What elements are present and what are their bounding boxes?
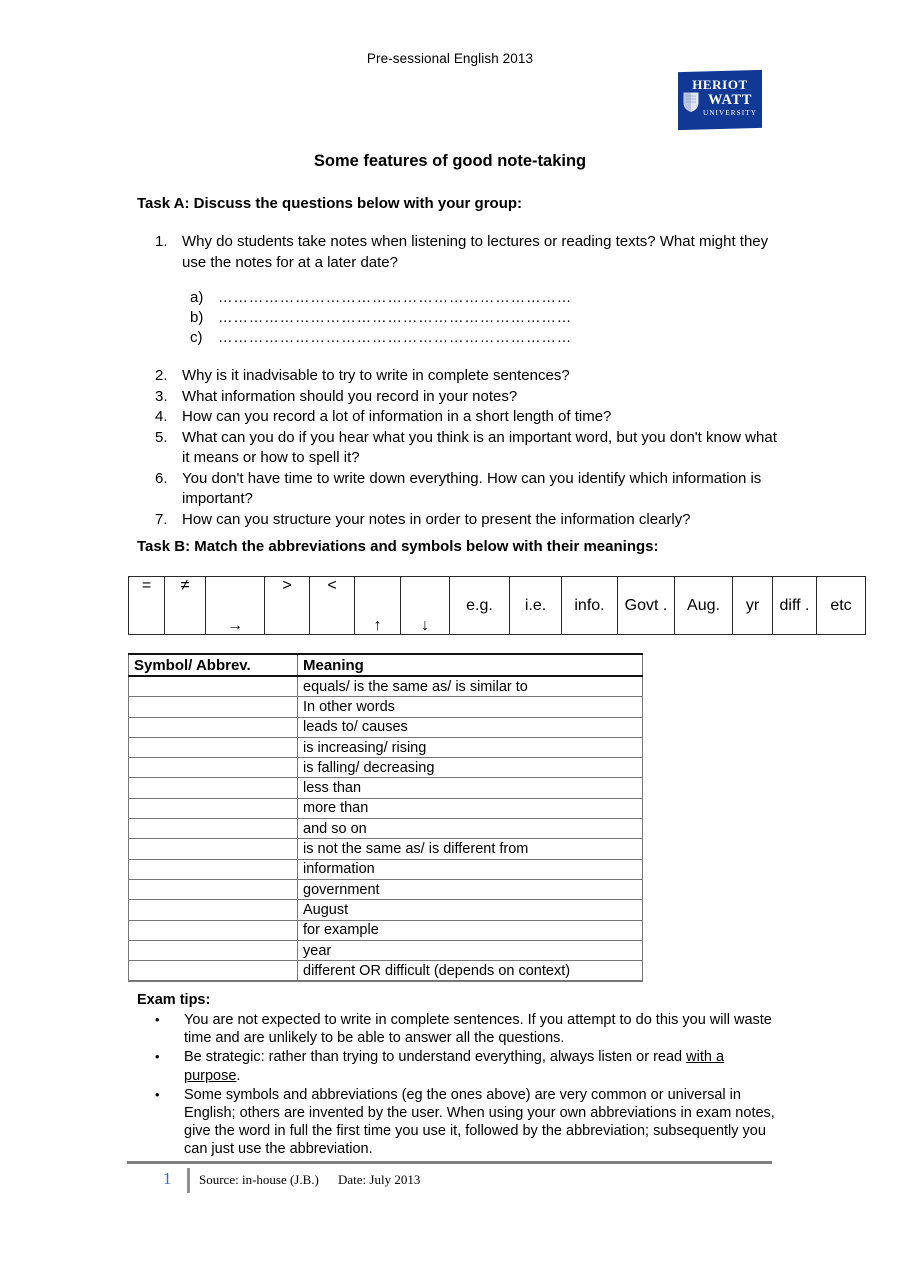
symbol-cell: yr [733,577,773,635]
question-row [155,387,780,408]
table-row [129,697,643,717]
table-row [129,778,643,798]
list-item [155,1086,780,1159]
table-row [129,758,643,778]
question-row [155,366,780,387]
question-number: 7. [155,510,168,528]
question-row [155,469,780,510]
table-row [129,798,643,818]
crest-shield-icon [683,92,699,112]
question-number: 1. [155,233,168,250]
footer-source-text: Source: in-house (J.B.) [199,1172,319,1187]
symbol-answer-cell[interactable] [129,900,298,920]
question-text: How can you structure your notes in order to present the information clearly? [182,510,691,528]
exam-tip-text [184,1011,780,1047]
heriot-watt-logo [678,70,762,130]
footer-vertical-bar [187,1168,190,1193]
question-row [155,428,780,469]
bullet-icon: • [155,1012,160,1027]
logo-line-watt: WATT [707,92,753,108]
tip-text-plain: Some symbols and abbreviations (eg the ones above) are very common or universal in English; others are invented by the user. When using your own abbreviations in exam notes, give the word in full the first time you use it, followed by the abbreviation; subsequently you can just use the abbreviation. [184,1086,775,1158]
meaning-cell: less than [298,778,643,798]
exam-tip-text [184,1048,780,1084]
meaning-cell: government [298,879,643,899]
question-text: What can you do if you hear what you think is an important word, but you don't know what it means or how to spell it? [182,428,777,466]
question-number: 6. [155,469,168,487]
question-text: Why do students take notes when listening to lectures or reading texts? What might they use the notes for at a later date? [182,233,769,271]
symbols-row [129,577,866,635]
meaning-cell: for example [298,920,643,940]
symbol-answer-cell[interactable] [129,737,298,757]
table-row [129,900,643,920]
table-row [129,737,643,757]
task-a-question-list-rest [155,366,780,530]
exam-tips-heading: Exam tips: [137,992,211,1008]
question-row [155,407,780,428]
table-row [129,859,643,879]
symbol-cell: i.e. [510,577,562,635]
question-number: 4. [155,408,168,425]
meaning-cell: is falling/ decreasing [298,758,643,778]
answer-blank-row[interactable] [190,308,610,328]
meaning-cell: August [298,900,643,920]
list-item [155,1048,780,1084]
logo-line-heriot: HERIOT [692,77,748,92]
task-a-question-list-first [155,232,780,273]
meaning-cell: and so on [298,819,643,839]
footer-page-number: 1 [163,1169,172,1188]
exam-tips-list [155,1011,780,1160]
symbol-answer-cell[interactable] [129,961,298,982]
answer-blank-label: c) [190,329,203,346]
answer-blank-dots[interactable]: …………………………………………………………… [218,310,573,326]
answer-blank-dots[interactable]: …………………………………………………………… [218,290,573,306]
question-number: 2. [155,367,168,384]
meanings-table [128,653,643,982]
symbol-cell: Aug. [675,577,733,635]
table-row [129,879,643,899]
question-number: 5. [155,428,168,446]
meaning-cell: leads to/ causes [298,717,643,737]
symbol-answer-cell[interactable] [129,778,298,798]
footer-divider-rule [127,1161,772,1164]
answer-blank-label: a) [190,289,204,306]
symbol-answer-cell[interactable] [129,920,298,940]
tip-text-plain: Be strategic: rather than trying to understand everything, always listen or read [184,1049,687,1066]
bullet-icon: • [155,1049,160,1065]
question-text: How can you record a lot of information in a short length of time? [182,408,612,425]
meaning-cell: year [298,940,643,960]
symbol-answer-cell[interactable] [129,859,298,879]
bullet-icon: • [155,1086,160,1102]
symbol-cell: = [129,577,165,635]
symbol-answer-cell[interactable] [129,879,298,899]
symbol-answer-cell[interactable] [129,758,298,778]
question-text: You don't have time to write down everything. How can you identify which information is important? [182,469,762,507]
meaning-cell: information [298,859,643,879]
symbol-answer-cell[interactable] [129,697,298,717]
symbol-cell: e.g. [450,577,510,635]
meaning-cell: is not the same as/ is different from [298,839,643,859]
symbol-answer-cell[interactable] [129,798,298,818]
meanings-table-header-row [129,654,643,676]
symbol-answer-cell[interactable] [129,940,298,960]
symbol-cell: diff . [773,577,817,635]
tip-text-tail: . [236,1067,241,1084]
meaning-cell: equals/ is the same as/ is similar to [298,676,643,697]
task-b-heading: Task B: Match the abbreviations and symbols below with their meanings: [137,538,659,555]
question-text: Why is it inadvisable to try to write in complete sentences? [182,367,570,384]
answer-blank-dots[interactable]: …………………………………………………………… [218,330,573,346]
question-row [155,510,780,531]
symbol-cell: ↓ [401,577,450,635]
exam-tip-text [184,1086,780,1159]
symbol-cell: Govt . [618,577,675,635]
table-row [129,940,643,960]
question-row [155,232,780,273]
symbol-cell: ↑ [355,577,401,635]
symbol-answer-cell[interactable] [129,676,298,697]
symbol-answer-cell[interactable] [129,819,298,839]
symbols-abbreviations-table [128,576,866,635]
symbol-answer-cell[interactable] [129,717,298,737]
symbol-cell: → [206,577,265,635]
tip-text-plain: You are not expected to write in complete sentences. If you attempt to do this you will waste time and are unlikely to be able to answer all the questions. [184,1012,772,1047]
answer-blank-row[interactable] [190,288,610,308]
running-header: Pre-sessional English 2013 [366,51,534,66]
footer-date-text: Date: July 2013 [338,1172,421,1187]
answer-blank-label: b) [190,309,204,326]
table-row [129,819,643,839]
symbol-cell: info. [562,577,618,635]
meaning-cell: In other words [298,697,643,717]
symbol-cell: etc [817,577,866,635]
answer-blank-list [190,288,610,348]
symbol-cell: < [310,577,355,635]
symbol-cell: > [265,577,310,635]
answer-blank-row[interactable] [190,328,610,348]
table-row [129,717,643,737]
question-number: 3. [155,387,168,405]
meanings-column-header: Symbol/ Abbrev. [129,654,298,676]
table-row [129,839,643,859]
symbol-answer-cell[interactable] [129,839,298,859]
list-item [155,1011,780,1047]
meanings-column-header: Meaning [298,654,643,676]
table-row [129,676,643,697]
table-row [129,920,643,940]
tip-text-underlined: with a purpose [184,1049,725,1084]
task-a-heading: Task A: Discuss the questions below with your group: [137,195,523,212]
meaning-cell: more than [298,798,643,818]
meaning-cell: different OR difficult (depends on context) [298,961,643,982]
page-title: Some features of good note-taking [313,152,587,170]
symbol-cell: ≠ [165,577,206,635]
question-text: What information should you record in your notes? [182,387,518,405]
meaning-cell: is increasing/ rising [298,737,643,757]
table-row [129,961,643,982]
logo-line-university: UNIVERSITY [702,109,758,117]
